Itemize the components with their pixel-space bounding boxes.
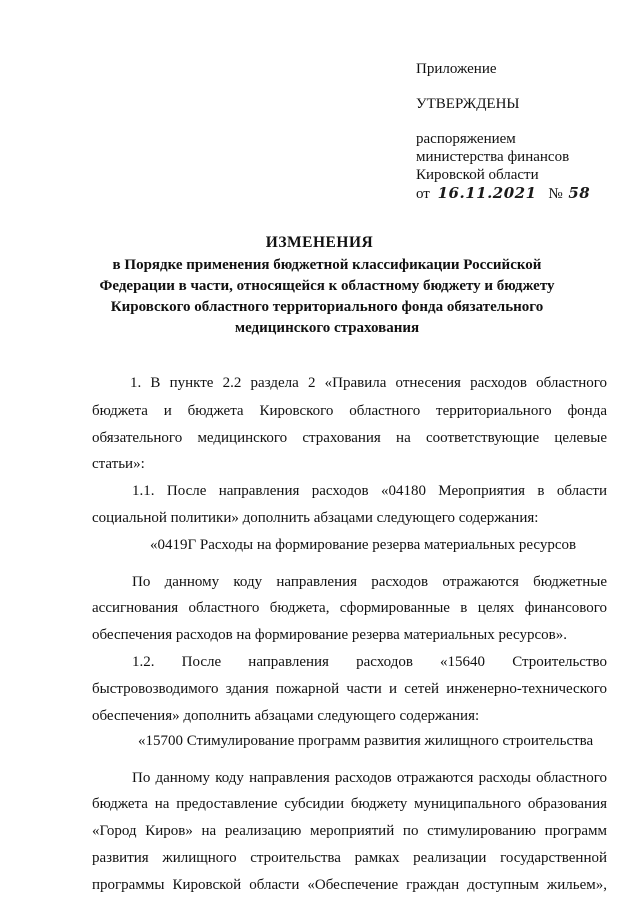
subtitle-line: в Порядке применения бюджетной классификации Российской: [112, 257, 542, 273]
document-title: ИЗМЕНЕНИЯ: [265, 234, 374, 251]
body-line: развития жилищного строительства рамках реализации государственной: [92, 850, 607, 866]
body-line: ассигнования областного бюджета, сформированные в целях финансового: [92, 600, 607, 616]
body-line: бюджета и бюджета Кировского областного территориального фонда: [92, 403, 607, 419]
body-line: «0419Г Расходы на формирование резерва материальных ресурсов: [150, 537, 577, 553]
body-line: «15700 Стимулирование программ развития жилищного строительства: [138, 733, 594, 749]
body-line: бюджета на предоставление субсидии бюджету муниципального образования: [92, 796, 607, 812]
date-prefix: от: [416, 186, 430, 202]
body-line: социальной политики» дополнить абзацами следующего содержания:: [92, 510, 539, 526]
body-line: «Город Киров» на реализацию мероприятий по стимулированию программ: [92, 823, 607, 839]
order-line-3: Кировской области: [416, 167, 539, 183]
document-subtitle: [92, 255, 562, 339]
body-line: 1.1. После направления расходов «04180 Мероприятия в области: [132, 483, 607, 499]
body-line: По данному коду направления расходов отражаются бюджетные: [132, 574, 607, 590]
appendix-label: Приложение: [416, 61, 497, 77]
approved-label: УТВЕРЖДЕНЫ: [416, 96, 520, 112]
subtitle-line: медицинского страхования: [234, 320, 420, 336]
order-line-1: распоряжением: [416, 131, 516, 147]
order-line-2: министерства финансов: [416, 149, 570, 165]
order-date-line: [416, 184, 590, 203]
body-line: статьи»:: [92, 456, 145, 472]
body-line: программы Кировской области «Обеспечение граждан доступным жильем»,: [92, 877, 607, 893]
handwritten-number: 58: [568, 184, 591, 202]
body-line: быстровозводимого здания пожарной части и сетей инженерно-технического: [92, 681, 607, 697]
body-line: 1. В пункте 2.2 раздела 2 «Правила отнесения расходов областного: [130, 375, 607, 391]
body-line: 1.2. После направления расходов «15640 Строительство: [132, 654, 607, 670]
body-line: обязательного медицинского страхования на соответствующие целевые: [92, 430, 607, 446]
handwritten-date: 16.11.2021: [437, 184, 537, 202]
subtitle-line: Кировского областного территориального фонда обязательного: [110, 299, 544, 315]
number-prefix: №: [548, 186, 563, 202]
subtitle-line: Федерации в части, относящейся к областному бюджету и бюджету: [99, 278, 555, 294]
body-line: обеспечения расходов на формирование резерва материальных ресурсов».: [92, 627, 567, 643]
body-line: обеспечения» дополнить абзацами следующего содержания:: [92, 708, 480, 724]
body-line: По данному коду направления расходов отражаются расходы областного: [132, 770, 607, 786]
